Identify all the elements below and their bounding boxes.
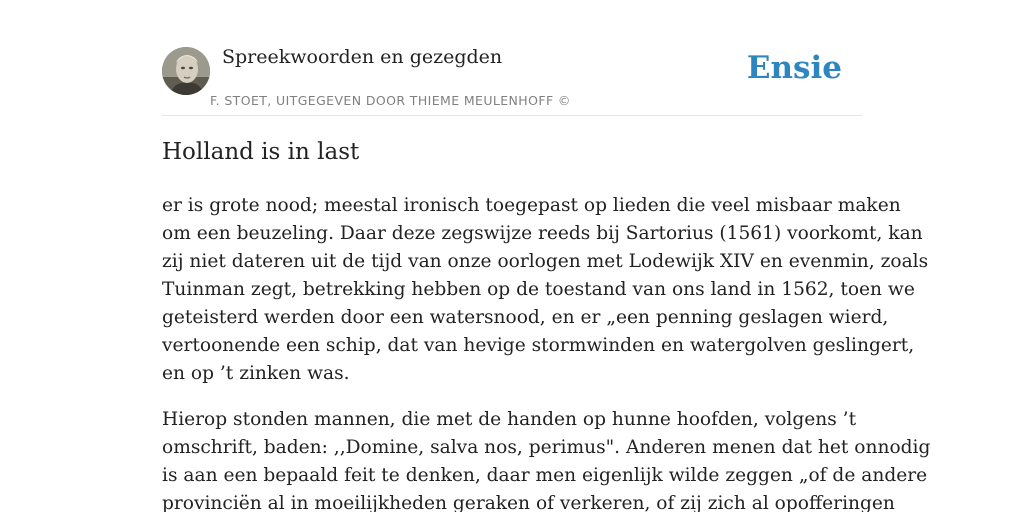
text-line: is aan een bepaald feit te denken, daar men eigenlijk wilde zeggen „of de andere [162,465,928,486]
text-line: geteisterd werden door een watersnood, en er „een penning geslagen wierd, [162,307,889,328]
text-line: vertoonende een schip, dat van hevige stormwinden en watergolven geslingert, [162,335,915,356]
portrait-avatar-icon[interactable] [162,47,210,95]
dictionary-source: F. STOET, UITGEGEVEN DOOR THIEME MEULENHOFF © [210,93,571,108]
text-line: zij niet dateren uit de tijd van onze oorlogen met Lodewijk XIV en evenmin, zoals [162,251,929,272]
text-line: om een beuzeling. Daar deze zegswijze reeds bij Sartorius (1561) voorkomt, kan [162,223,923,244]
text-line: omschrift, baden: ,,Domine, salva nos, perimus". Anderen menen dat het onnodig [162,437,931,458]
text-line: en op ’t zinken was. [162,363,350,384]
content-column [162,0,931,512]
text-line: provinciën al in moeilijkheden geraken of verkeren, of zij zich al opofferingen [162,493,895,512]
dictionary-title[interactable]: Spreekwoorden en gezegden [222,46,503,68]
portrait-image [162,47,210,95]
entry-title: Holland is in last [162,139,360,165]
entry-body [162,192,931,512]
entry-paragraph-1 [162,192,929,388]
entry-paragraph-2 [162,406,931,512]
text-line: er is grote nood; meestal ironisch toegepast op lieden die veel misbaar maken [162,195,901,216]
dictionary-header [162,0,862,116]
text-line: Hierop stonden mannen, die met de handen op hunne hoofden, volgens ’t [162,409,857,430]
ensie-logo[interactable]: Ensie [746,50,842,86]
text-line: Tuinman zegt, betrekking hebben op de toestand van ons land in 1562, toen we [162,279,915,300]
